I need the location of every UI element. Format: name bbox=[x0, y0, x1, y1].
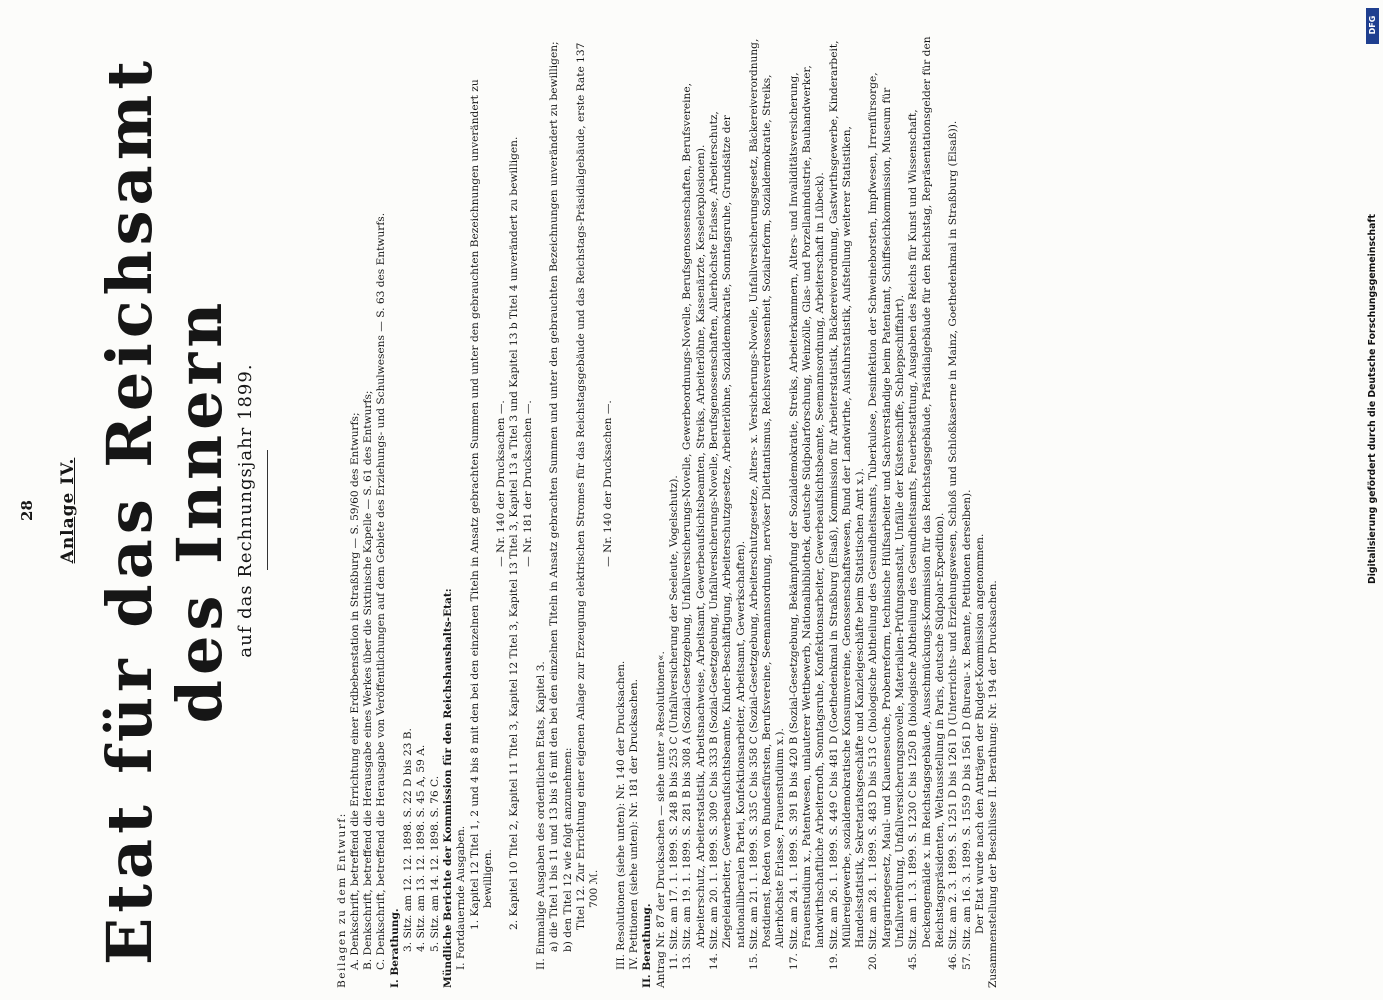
text-line: 1. Kapitel 12 Titel 1, 2 und 4 bis 8 mit den bei den einzelnen Titeln in Ansatz gebrachten Summen und unter den gebrauchten Bezeichnungen unverändert zu bewilligen. bbox=[468, 79, 494, 930]
text-line: III. Resolutionen (siehe unten): Nr. 140 der Drucksachen. bbox=[614, 660, 627, 970]
document-body bbox=[12, 33, 1000, 988]
document-title: Etat für das Reichsamt des Innern bbox=[93, 56, 237, 965]
text-line: 5. Sitz. am 14. 12. 1898. S. 76 C. bbox=[428, 775, 441, 952]
text-line: Zusammenstellung der Beschlüsse II. Berathung: Nr. 194 der Drucksachen. bbox=[987, 580, 1000, 988]
text-line: 2. Kapitel 10 Titel 2, Kapitel 11 Titel 3, Kapitel 12 Titel 3, Kapitel 13 Titel 3, Kapitel 13 a Titel 3 und Kapitel 13 b Titel 4 unverändert zu bewilligen. bbox=[508, 136, 521, 930]
text-line: Titel 12. Zur Errichtung einer eigenen Anlage zur Erzeugung elektrischen Stromes für das Reichstagsgebäude und das Reichstags-Präsidialgebäude, erste Rate 137 700 ℳ. bbox=[574, 42, 601, 930]
text-line: II. Einmalige Ausgaben des ordentlichen Etats, Kapitel 3. bbox=[535, 661, 548, 970]
text-line: C. Denkschrift, betreffend die Herausgabe von Veröffentlichungen auf dem Gebiete des Erziehungs- und Schulwesens — S. 63 des Entwurfs. bbox=[375, 212, 388, 970]
text-line: Antrag Nr. 87 der Drucksachen — siehe unter »Resolutionen«. bbox=[654, 651, 667, 988]
title-rule bbox=[267, 451, 268, 571]
text-line: IV. Petitionen (siehe unten): Nr. 181 der Drucksachen. bbox=[628, 678, 641, 970]
digitization-note: Digitalisierung gefördert durch die Deutsche Forschungsgemeinschaft bbox=[1367, 214, 1378, 584]
text-line: 45. Sitz. am 1. 3. 1899. S. 1230 C bis 1250 B (biologische Abtheilung des Gesundheitsamts, Feuerbestattung, Ausgaben des Reichs für Kunst und Wissenschaft, Deckengemälde x. im Reichstagsgebäude, Ausschmückungs-Kommission für das Reichstagsgebäude, Präsidialgebäude für den Reichstag, Repräsentationsgelder für den Reichstagspräsidenten, Weltausstellung in Paris, deutsche Südpolar-Expedition). bbox=[907, 36, 946, 970]
text-line: 19. Sitz. am 26. 1. 1899. S. 449 C bis 481 D (Goethedenkmal in Straßburg (Elsaß), Kommission für Arbeiterstatistik, Bäckereiverordnung, Gastwirthsgewerbe, Kinderarbeit, Müllereigewerbe, sozialdemokratische Konsumvereine, Genossenschaftswesen, Bund der Landwirthe, Ausfuhrstatistik, Aufstellung weiterer Statistiken, Handelsstatistik, Sekretariatsgeschäfte und Kanzleigeschäfte beim Statistischen Amt x.). bbox=[827, 40, 867, 970]
text-line: B. Denkschrift, betreffend die Herausgabe eines Werkes über die Sixtinische Kapelle — S. 61 des Entwurfs; bbox=[362, 390, 375, 970]
dfg-logo: DFG bbox=[1366, 8, 1379, 44]
text-line: Mündliche Berichte der Kommission für den Reichshaushalts-Etat: bbox=[441, 588, 454, 988]
page-number: 28 bbox=[18, 500, 36, 521]
text-line: A. Denkschrift, betreffend die Errichtung einer Erdbebenstation in Straßburg — S. 59/60 des Entwurfs; bbox=[348, 412, 361, 970]
text-lines bbox=[336, 33, 1001, 988]
text-line: 3. Sitz. am 12. 12. 1898. S. 22 D bis 23 B. bbox=[402, 728, 415, 952]
document-subtitle: auf das Rechnungsjahr 1899. bbox=[235, 363, 257, 658]
text-line: — Nr. 181 der Drucksachen —. bbox=[521, 400, 534, 567]
text-line: 15. Sitz. am 21. 1. 1899. S. 335 C bis 358 C (Sozial-Gesetzgebung, Arbeiterschutzgesetze, Alters- x. Versicherungs-Novelle, Unfallversicherungsgesetz, Bäckereiverordnung, Postdienst, Reden von Bundesfürsten, Berufsvereine, Seemannsordnung, nervöser Dilettantismus, Reichsverdrossenheit, Sozialreform, Sozialdemokratie, Streiks, Allerhöchste Erlasse, Frauenstudium x.). bbox=[747, 38, 787, 970]
text-line: 57. Sitz. am 16. 3. 1899. S. 1559 D bis 1561 D (Bureau- x. Beamte, Petitionen derselben). bbox=[960, 489, 973, 970]
appendix-heading: Anlage IV. bbox=[58, 457, 78, 564]
text-line: I. Berathung. bbox=[388, 908, 401, 988]
text-line: 4. Sitz. am 13. 12. 1898. S. 45 A, 59 A. bbox=[415, 744, 428, 952]
text-line: II. Berathung. bbox=[641, 903, 654, 988]
text-line: — Nr. 140 der Drucksachen —. bbox=[601, 400, 614, 567]
text-line: 13. Sitz. am 19. 1. 1899. S. 281 B bis 308 A (Sozial-Gesetzgebung, Unfallversicherungs-Novelle, Gewerbeordnungs-Novelle, Berufsgenossenschaften, Berufsvereine, Arbeiterschutz, Arbeiterstatistik, Arbeitsnachweise, Arbeitsamt, Gewerbeaufsichtsbeamten, Streiks, Arbeiterlöhne, Kassenärzte, Kesselexplosionen). bbox=[681, 82, 707, 970]
text-line: — Nr. 140 der Drucksachen —. bbox=[495, 400, 508, 567]
text-line: b) den Titel 12 wie folgt anzunehmen: bbox=[561, 747, 574, 952]
text-line: I. Fortdauernde Ausgaben. bbox=[455, 825, 468, 970]
text-line: Beilagen zu dem Entwurf: bbox=[335, 812, 348, 988]
text-line: 46. Sitz. am 2. 3. 1899. S. 1251 D bis 1261 D (Unterrichts- und Erziehungswesen, Schloß und Schloßkaserne in Mainz, Goethedenkmal in Straßburg (Elsaß)). bbox=[947, 120, 960, 970]
text-line: 11. Sitz. am 17. 1. 1899. S. 248 B bis 253 C (Unfallversicherung der Seeleute, Vogelschutz). bbox=[668, 475, 681, 970]
text-line: Der Etat wurde nach den Anträgen der Budget-Kommission angenommen. bbox=[973, 533, 986, 934]
text-line: 14. Sitz. am 20. 1. 1899. S. 309 C bis 333 B (Sozial-Gesetzgebung, Unfallversicherungs-Novelle, Berufsgenossenschaften, Allerhöchste Erlasse, Arbeiterschutz, Ziegeleiarbeiter, Gewerbeaufsichtsbeamte, Kinder-Beschäftigung, Arbeiterschutzgesetze, Arbeiterlöhne, Sozialdemokratie, Sonntagsruhe, Grundsätze der nationalliberalen Partei, Konfektionsarbeiter, Arbeitsamt, Gewerkschaften). bbox=[707, 111, 747, 970]
text-line: 20. Sitz. am 28. 1. 1899. S. 483 D bis 513 C (biologische Abtheilung des Gesundheitsamts, Tuberkulose, Desinfektion der Schweineborsten, Impfwesen, Irrenfürsorge, Margarinegesetz, Maul- und Klauenseuche, Probenreform, technische Hülfsarbeiter und Sachverständige beim Patentamt, Schiffseichkommission, Museum für Unfallverhütung, Unfallversicherungsnovelle, Materialien-Prüfungsanstalt, Unfälle der Küstenschiffe, Schleppschiffahrt). bbox=[867, 72, 907, 970]
text-line: 17. Sitz. am 24. 1. 1899. S. 391 B bis 420 B (Sozial-Gesetzgebung, Bekämpfung der Sozialdemokratie, Streiks, Arbeiterkammern, Alters- und Invaliditätsversicherung, Frauenstudium x., Patentwesen, unlauterer Wettbewerb, Nationalbibliothek, deutsche Südpolarforschung, Weinzölle, Glas- und Porzellanindustrie, Bauhandwerker, landwirthschaftliche Arbeiternoth, Sonntagsruhe, Konfektionsarbeiter, Gewerbeaufsichtsbeamte, Seemannsordnung, Arbeiterschaft in Lübeck). bbox=[787, 65, 827, 970]
text-line: a) die Titel 1 bis 11 und 13 bis 16 mit den bei den einzelnen Titeln in Ansatz gebrachten Summen und unter den gebrauchten Bezeichnungen unverändert zu bewilligen; bbox=[548, 41, 561, 952]
